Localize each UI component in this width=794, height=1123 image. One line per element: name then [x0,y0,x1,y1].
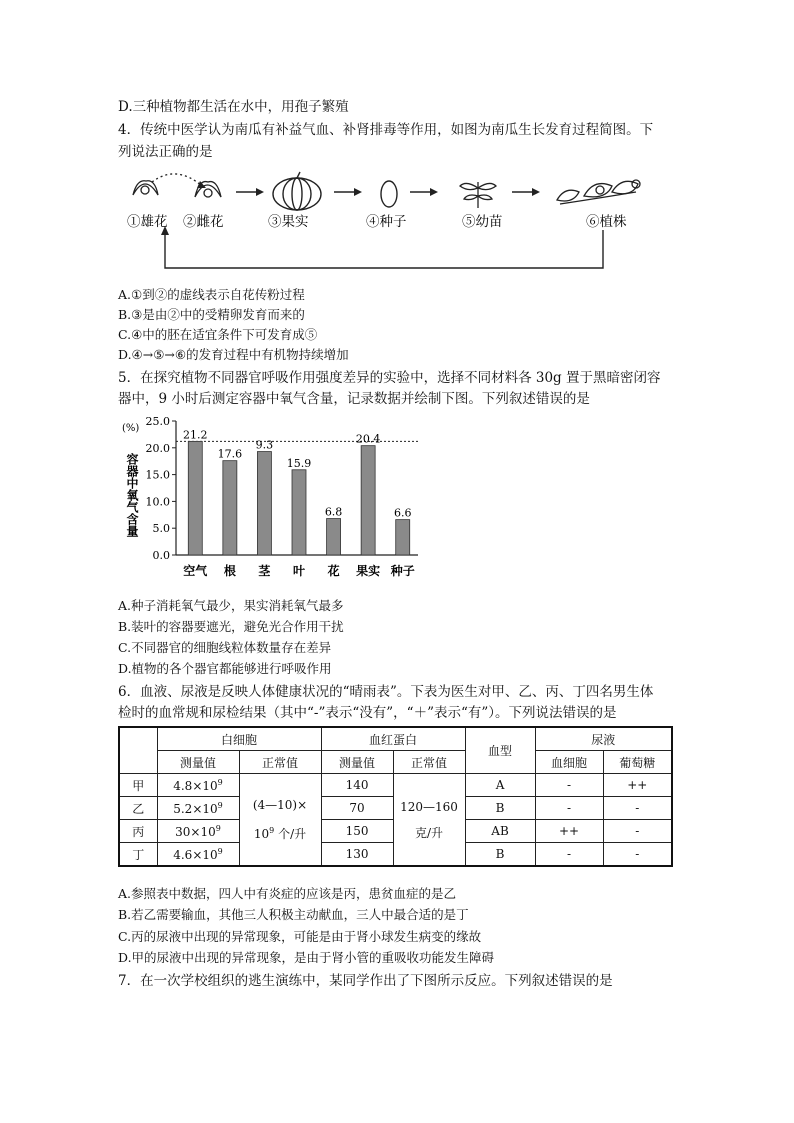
blood-type: A [465,774,535,797]
urine-glucose: ++ [603,774,672,797]
wbc-value: $4.6\times 10^9$ [157,843,239,867]
corner-cell [119,727,157,774]
y-tick-label: 10.0 [145,495,170,509]
x-category-label: 种子 [390,564,415,578]
q6-option-b: B.若乙需要输血，其他三人积极主动献血，三人中最合适的是丁 [118,907,469,922]
q6-stem-line1: 6．血液、尿液是反映人体健康状况的“晴雨表”。下表为医生对甲、乙、丙、丁四名男生体 [118,684,654,700]
bar [361,446,375,555]
pumpkin-icon [273,172,321,210]
q4-option-c: C.④中的胚在适宜条件下可发育成⑤ [118,327,318,342]
wbc-normal-range: (4—10)× $10^9$ 个/升 [239,774,321,867]
header-wbc: 白细胞 [157,727,321,751]
y-tick-label: 25.0 [145,415,170,428]
subheader-urine-cells: 血细胞 [535,751,603,774]
bar [188,441,202,555]
urine-cells: - [535,797,603,820]
q6-option-d: D.甲的尿液中出现的异常现象，是由于肾小管的重吸收功能发生障碍 [118,950,495,965]
bar-value-label: 21.2 [183,428,208,442]
row-name: 甲 [119,774,157,797]
hb-value: 70 [321,797,393,820]
q4-stem-line1: 4．传统中医学认为南瓜有补益气血、补肾排毒等作用，如图为南瓜生长发育过程简图。下 [118,122,654,138]
bar-value-label: 6.6 [393,506,412,520]
stage-label-seedling: ⑤幼苗 [462,214,503,230]
q4-option-a: A.①到②的虚线表示自花传粉过程 [118,287,305,302]
bar [396,520,410,555]
bar-value-label: 17.6 [217,447,243,461]
subheader-wbc-normal: 正常值 [239,751,321,774]
q5-stem-line1: 5．在探究植物不同器官呼吸作用强度差异的实验中，选择不同材料各 30g 置于黑暗密闭容 [118,370,661,386]
q5-option-c: C.不同器官的细胞线粒体数量存在差异 [118,640,332,655]
q5-option-b: B.装叶的容器要遮光，避免光合作用干扰 [118,619,344,634]
y-tick-label: 15.0 [145,468,170,482]
urine-cells: - [535,843,603,867]
x-category-label: 茎 [258,564,271,578]
chart-yunit: (%) [122,423,140,434]
urine-glucose: - [603,820,672,843]
stage-label-male-flower: ①雄花 [127,214,168,230]
q6-option-c: C.丙的尿液中出现的异常现象，可能是由于肾小球发生病变的缘故 [118,929,482,944]
q5-stem-line2: 器中，9 小时后测定容器中氧气含量，记录数据并绘制下图。下列叙述错误的是 [118,391,590,407]
row-name: 乙 [119,797,157,820]
subheader-hb-normal: 正常值 [393,751,465,774]
stage-label-female-flower: ②雌花 [183,214,224,230]
plant-icon [557,180,640,204]
oxygen-bar-chart [118,413,428,585]
subheader-hb-measured: 测量值 [321,751,393,774]
header-urine: 尿液 [535,727,672,751]
y-tick-label: 20.0 [145,441,170,455]
seedling-icon [460,182,496,208]
blood-type: B [465,797,535,820]
hb-value: 130 [321,843,393,867]
urine-cells: ++ [535,820,603,843]
urine-cells: - [535,774,603,797]
x-category-label: 叶 [292,564,306,578]
hb-normal-range: 120—160 克/升 [393,774,465,867]
q6-stem-line2: 检时的血常规和尿检结果（其中“-”表示“没有”，“＋”表示“有”）。下列说法错误的是 [118,705,617,721]
wbc-value: $5.2\times 10^9$ [157,797,239,820]
table-row [119,774,672,797]
bar [223,461,237,555]
stage-label-plant: ⑥植株 [586,214,627,230]
q5-option-a: A.种子消耗氧气最少，果实消耗氧气最多 [118,598,344,613]
x-category-label: 花 [327,564,340,578]
subheader-urine-glucose: 葡萄糖 [603,751,672,774]
y-tick-label: 0.0 [152,549,170,562]
chart-ylabel: 容器中氧气含量 [125,453,139,537]
q5-option-d: D.植物的各个器官都能够进行呼吸作用 [118,661,332,676]
blood-urine-table [118,726,673,867]
hb-value: 150 [321,820,393,843]
wbc-value: $4.8\times 10^9$ [157,774,239,797]
stage-label-seed: ④种子 [366,214,407,230]
x-category-label: 空气 [183,564,208,578]
bar-value-label: 9.3 [255,438,274,452]
seed-icon [381,181,397,207]
y-tick-label: 5.0 [152,522,170,536]
pollination-dashed-arrow [152,174,202,186]
q4-stem-line2: 列说法正确的是 [118,144,213,160]
bar-value-label: 20.4 [355,432,381,446]
header-blood-type: 血型 [465,727,535,774]
header-hemoglobin: 血红蛋白 [321,727,465,751]
male-flower-icon [133,181,158,195]
wbc-value: $30\times 10^9$ [157,820,239,843]
x-category-label: 果实 [356,564,381,578]
q4-option-b: B.③是由②中的受精卵发育而来的 [118,307,305,322]
row-name: 丙 [119,820,157,843]
bar [327,519,341,555]
q6-option-a: A.参照表中数据，四人中有炎症的应该是丙，患贫血症的是乙 [118,886,457,901]
x-category-label: 根 [223,564,236,578]
cycle-return-arrow [165,230,603,268]
urine-glucose: - [603,797,672,820]
q3-option-d: D.三种植物都生活在水中，用孢子繁殖 [118,99,349,115]
bar [257,452,271,555]
bar-value-label: 15.9 [286,456,312,470]
blood-type: B [465,843,535,867]
stage-label-fruit: ③果实 [268,214,309,230]
q4-option-d: D.④→⑤→⑥的发育过程中有机物持续增加 [118,347,349,362]
bar [292,470,306,555]
subheader-wbc-measured: 测量值 [157,751,239,774]
bar-value-label: 6.8 [324,505,343,519]
q7-stem: 7．在一次学校组织的逃生演练中，某同学作出了下图所示反应。下列叙述错误的是 [118,973,613,989]
blood-type: AB [465,820,535,843]
hb-value: 140 [321,774,393,797]
row-name: 丁 [119,843,157,867]
urine-glucose: - [603,843,672,867]
